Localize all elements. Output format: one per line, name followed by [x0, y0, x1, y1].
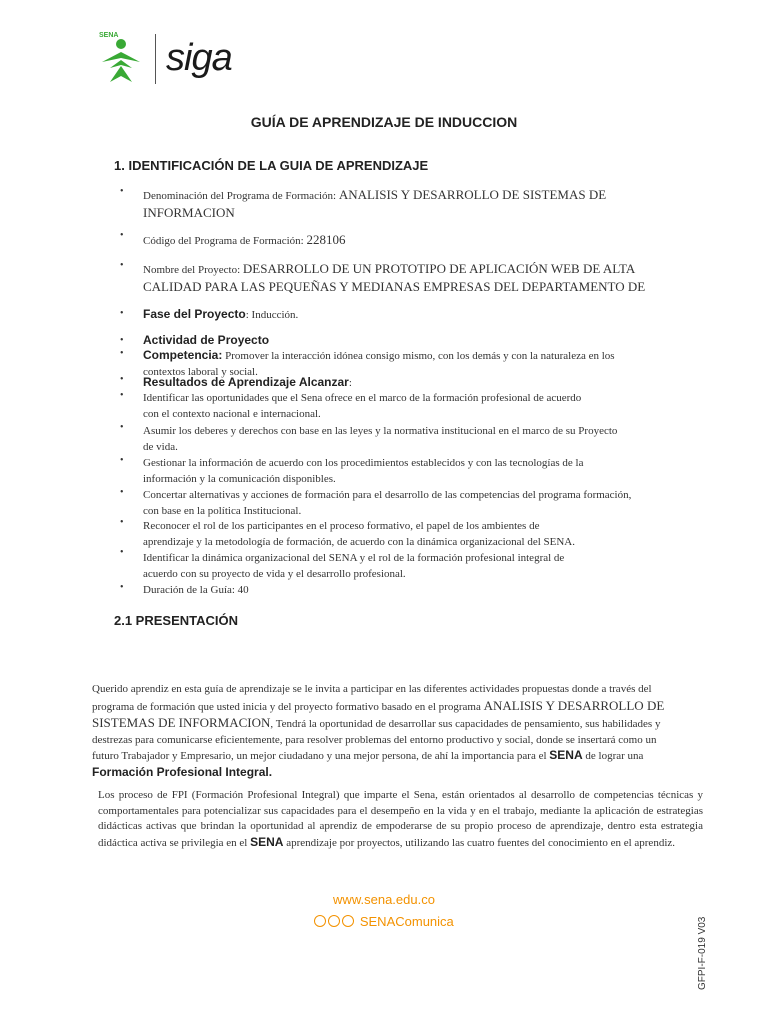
result-line: con base en la política Institucional. — [143, 504, 302, 517]
competence-value-1: Promover la interacción idónea consigo mismo, con los demás y con la naturaleza en los — [225, 350, 615, 362]
presentation-paragraph-1 — [92, 682, 682, 781]
p1-program: ANALISIS Y DESARROLLO DE SISTEMAS DE INFORMACION — [92, 697, 665, 730]
result-item — [143, 519, 703, 550]
bullet: • — [120, 582, 124, 593]
footer-social — [0, 914, 768, 929]
result-item — [143, 391, 703, 422]
document-title: GUÍA DE APRENDIZAJE DE INDUCCION — [250, 114, 518, 130]
result-line: aprendizaje y la metodología de formación, de acuerdo con la dinámica organizacional del SENA. — [143, 535, 575, 548]
p2-text: aprendizaje por proyectos, utilizando las cuatro fuentes del conocimiento en el aprendiz. — [283, 836, 676, 849]
result-line: información y la comunicación disponibles. — [143, 472, 336, 485]
twitter-icon — [342, 915, 354, 927]
bullet: • — [120, 374, 124, 385]
p1-text: , Tendrá la oportunidad de desarrollar sus capacidades de pensamiento, sus habilidades y destrezas para comunicarse eficientemente, para resolver problemas del entorno productivo y social, donde se insertará como un futuro Trabajador y Empresario, un mejor ciudadano y una mejor persona, de ahí la importancia para el — [92, 718, 661, 762]
project-label: Nombre del Proyecto: — [143, 264, 241, 276]
bullet: • — [120, 308, 124, 319]
result-line: Gestionar la información de acuerdo con los procedimientos establecidos y con las tecnologías de la — [143, 457, 584, 469]
bullet: • — [120, 487, 124, 498]
program-label: Denominación del Programa de Formación: — [143, 190, 337, 202]
result-line: acuerdo con su proyecto de vida y el desarrollo profesional. — [143, 567, 406, 580]
social-handle: SENAComunica — [359, 914, 454, 929]
result-line: de vida. — [143, 440, 178, 453]
logo-divider — [155, 34, 156, 84]
phase-item — [143, 307, 703, 324]
section1-heading: 1. IDENTIFICACIÓN DE LA GUIA DE APRENDIZAJE — [114, 158, 429, 173]
bullet: • — [120, 348, 124, 359]
result-line: Reconocer el rol de los participantes en el proceso formativo, el papel de los ambientes de — [143, 520, 540, 532]
sena-logo — [96, 38, 146, 84]
result-line: Concertar alternativas y acciones de formación para el desarrollo de las competencias del programa formación, — [143, 489, 632, 501]
competence-value-2: contextos laboral y social. — [143, 365, 258, 378]
activity-label: Actividad de Proyecto — [143, 333, 270, 347]
program-value-1: ANALISIS Y DESARROLLO DE SISTEMAS DE — [338, 187, 607, 202]
p1-text: Querido aprendiz en esta guía de aprendizaje se le invita a participar en las diferentes actividades propuestas donde a través del programa de formación que usted inicia y del proyecto formativo basado en el programa — [92, 683, 652, 713]
bullet: • — [120, 517, 124, 528]
project-item — [143, 261, 703, 296]
siga-logo: siga — [166, 37, 232, 79]
code-value: 228106 — [306, 232, 346, 247]
bullet: • — [120, 422, 124, 433]
result-line: Identificar la dinámica organizacional del SENA y el rol de la formación profesional integral de — [143, 552, 565, 564]
sena-logo-text: SENA — [99, 32, 119, 39]
section2-heading: 2.1 PRESENTACIÓN — [114, 613, 239, 628]
facebook-icon — [328, 915, 340, 927]
phase-value: : Inducción. — [245, 309, 299, 321]
bullet: • — [120, 186, 124, 197]
p2-sena: SENA — [250, 834, 284, 849]
results-heading — [143, 375, 703, 392]
program-value-2: INFORMACION — [143, 204, 235, 220]
result-item — [143, 488, 703, 519]
result-item — [143, 424, 703, 455]
presentation-paragraph-2 — [98, 788, 703, 851]
code-item — [143, 232, 703, 250]
instagram-icon — [314, 915, 326, 927]
project-value-2: CALIDAD PARA LAS PEQUEÑAS Y MEDIANAS EMPRESAS DEL DEPARTAMENTO DE — [143, 278, 646, 294]
p1-text: de lograr una — [582, 750, 644, 762]
bullet: • — [120, 335, 124, 346]
result-item — [143, 551, 703, 582]
footer-url[interactable]: www.sena.edu.co — [333, 892, 435, 907]
competence-label: Competencia: — [143, 348, 223, 362]
bullet: • — [120, 547, 124, 558]
program-item — [143, 187, 703, 222]
p1-fpi: Formación Profesional Integral. — [92, 764, 273, 779]
bullet: • — [120, 455, 124, 466]
results-label: Resultados de Aprendizaje Alcanzar — [143, 375, 349, 389]
project-value-1: DESARROLLO DE UN PROTOTIPO DE APLICACIÓN WEB DE ALTA — [242, 261, 636, 276]
result-line: Identificar las oportunidades que el Sena ofrece en el marco de la formación profesional de acuerdo — [143, 392, 582, 404]
bullet: • — [120, 260, 124, 271]
result-line: Asumir los deberes y derechos con base en las leyes y la normativa institucional en el marco de su Proyecto — [143, 425, 618, 437]
results-colon: : — [348, 377, 352, 389]
p1-sena: SENA — [549, 748, 583, 762]
document-code: GFPI-F-019 V03 — [697, 916, 708, 990]
bullet: • — [120, 230, 124, 241]
result-item — [143, 456, 703, 487]
p2-text: Los proceso de FPI (Formación Profesional Integral) que imparte el Sena, están orientados al desarrollo de competencias técnicas y comportamentales para potencializar sus capacidades para el desempeño en la vida y en el trabajo, mediante la aplicación de estrategias didácticas activas que brindan la oportunidad al aprendiz de empoderarse de su propio proceso de aprendizaje, dentro esta estrategia didáctica activa se privilegia en el — [98, 789, 703, 849]
phase-label: Fase del Proyecto — [143, 307, 246, 321]
bullet: • — [120, 390, 124, 401]
duration-item: Duración de la Guía: 40 — [143, 584, 249, 596]
code-label: Código del Programa de Formación: — [143, 235, 304, 247]
result-line: con el contexto nacional e internacional. — [143, 407, 321, 420]
